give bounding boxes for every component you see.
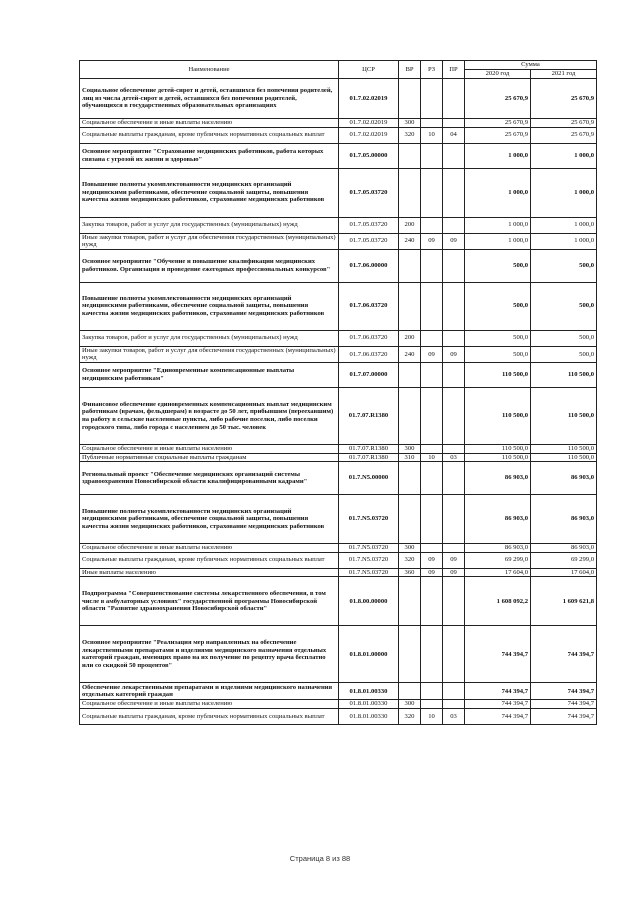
row-csr: 01.8.01.00330 — [339, 683, 399, 700]
row-sum-2020: 69 299,0 — [465, 552, 531, 568]
row-vr — [399, 79, 421, 119]
row-name: Финансовое обеспечение единовременных компенсационных выплат медицинским работникам (врачам, фельдшерам) в возрасте до 50 лет, прибывшим (переехавшим) на работу в сельские населенные пункты, либо рабочие поселки, либо поселки городского типа, либо города с населением до 50 тыс. человек — [80, 387, 339, 444]
row-sum-2021: 25 670,9 — [531, 79, 597, 119]
row-name: Социальное обеспечение и иные выплаты населению — [80, 119, 339, 128]
row-csr: 01.7.N5.00000 — [339, 462, 399, 495]
row-pr: 09 — [443, 552, 465, 568]
row-pr — [443, 626, 465, 683]
row-pr: 09 — [443, 233, 465, 249]
row-pr — [443, 362, 465, 387]
row-sum-2020: 744 394,7 — [465, 708, 531, 724]
table-body — [80, 79, 597, 725]
row-csr: 01.7.05.03720 — [339, 217, 399, 233]
row-name: Социальное обеспечение и иные выплаты населению — [80, 544, 339, 553]
table-row — [80, 282, 597, 330]
row-pr — [443, 495, 465, 544]
row-vr: 200 — [399, 330, 421, 346]
row-sum-2020: 744 394,7 — [465, 683, 531, 700]
table-row — [80, 79, 597, 119]
row-pr: 03 — [443, 708, 465, 724]
row-name: Иные закупки товаров, работ и услуг для обеспечения государственных (муниципальных) нужд — [80, 346, 339, 362]
page-number: Страница 8 из 88 — [289, 854, 351, 863]
row-name: Социальное обеспечение и иные выплаты населению — [80, 444, 339, 453]
row-sum-2020: 500,0 — [465, 346, 531, 362]
row-sum-2020: 500,0 — [465, 249, 531, 282]
table-row — [80, 544, 597, 553]
row-rz — [421, 577, 443, 626]
header-pr: ПР — [443, 61, 465, 79]
row-pr — [443, 462, 465, 495]
row-sum-2020: 1 000,0 — [465, 233, 531, 249]
row-sum-2021: 1 000,0 — [531, 143, 597, 168]
row-name: Публичные нормативные социальные выплаты гражданам — [80, 453, 339, 462]
table-row — [80, 708, 597, 724]
row-name: Закупка товаров, работ и услуг для государственных (муниципальных) нужд — [80, 330, 339, 346]
row-vr — [399, 387, 421, 444]
row-pr — [443, 544, 465, 553]
row-pr: 09 — [443, 568, 465, 577]
row-csr: 01.7.02.02019 — [339, 79, 399, 119]
row-sum-2021: 1 000,0 — [531, 217, 597, 233]
row-rz: 10 — [421, 127, 443, 143]
row-sum-2021: 744 394,7 — [531, 683, 597, 700]
row-vr: 310 — [399, 453, 421, 462]
row-sum-2020: 25 670,9 — [465, 119, 531, 128]
row-name: Основное мероприятие "Единовременные компенсационные выплаты медицинским работникам" — [80, 362, 339, 387]
row-vr: 320 — [399, 708, 421, 724]
table-row — [80, 568, 597, 577]
row-rz — [421, 217, 443, 233]
row-csr: 01.7.06.03720 — [339, 330, 399, 346]
row-vr: 300 — [399, 444, 421, 453]
row-vr — [399, 362, 421, 387]
row-sum-2021: 500,0 — [531, 346, 597, 362]
row-name: Обеспечение лекарственными препаратами и изделиями медицинского назначения отдельных категорий граждан — [80, 683, 339, 700]
row-rz — [421, 79, 443, 119]
row-name: Социальное обеспечение и иные выплаты населению — [80, 700, 339, 709]
row-sum-2021: 1 000,0 — [531, 233, 597, 249]
row-name: Социальные выплаты гражданам, кроме публичных нормативных социальных выплат — [80, 127, 339, 143]
header-year-2020: 2020 год — [465, 70, 531, 79]
row-rz — [421, 626, 443, 683]
row-name: Основное мероприятие "Реализация мер направленных на обеспечение лекарственными препаратами и изделиями медицинского назначения отдельных категорий граждан, имеющих право на их получение по рецепту врача бесплатно или со скидкой 50 процентов" — [80, 626, 339, 683]
row-rz — [421, 282, 443, 330]
row-name: Социальные выплаты гражданам, кроме публичных нормативных социальных выплат — [80, 552, 339, 568]
header-csr: ЦСР — [339, 61, 399, 79]
row-rz: 10 — [421, 453, 443, 462]
row-name: Основное мероприятие "Обучение и повышение квалификации медицинских работников. Организация и проведение ежегодных профессиональных конкурсов" — [80, 249, 339, 282]
row-sum-2021: 500,0 — [531, 282, 597, 330]
row-pr — [443, 330, 465, 346]
row-sum-2021: 86 903,0 — [531, 462, 597, 495]
row-csr: 01.7.02.02019 — [339, 127, 399, 143]
row-rz — [421, 700, 443, 709]
row-sum-2020: 25 670,9 — [465, 79, 531, 119]
row-name: Повышение полноты укомплектованности медицинских организаций медицинскими работниками, обеспечение социальной защиты, повышения качества жизни медицинских работников, страхование медицинских работников — [80, 282, 339, 330]
row-rz — [421, 444, 443, 453]
row-vr — [399, 626, 421, 683]
row-vr — [399, 495, 421, 544]
row-sum-2020: 110 500,0 — [465, 387, 531, 444]
table-row — [80, 552, 597, 568]
row-csr: 01.7.07.R1380 — [339, 453, 399, 462]
row-rz: 09 — [421, 346, 443, 362]
row-pr — [443, 444, 465, 453]
row-pr — [443, 143, 465, 168]
row-sum-2020: 86 903,0 — [465, 495, 531, 544]
row-name: Подпрограмма "Совершенствование системы лекарственного обеспечения, в том числе в амбулаторных условиях" государственной программы Новосибирской области "Развитие здравоохранения Новосибирской области" — [80, 577, 339, 626]
row-sum-2021: 500,0 — [531, 330, 597, 346]
table-row — [80, 127, 597, 143]
row-csr: 01.7.02.02019 — [339, 119, 399, 128]
row-vr: 320 — [399, 127, 421, 143]
row-name: Социальное обеспечение детей-сирот и детей, оставшихся без попечения родителей, лиц из числа детей-сирот и детей, оставшихся без попечения родителей, обучающихся в государственных образовательных организациях — [80, 79, 339, 119]
row-pr — [443, 282, 465, 330]
row-vr: 320 — [399, 552, 421, 568]
row-pr — [443, 700, 465, 709]
row-name: Основное мероприятие "Страхование медицинских работников, работа которых связана с угрозой их жизни и здоровью" — [80, 143, 339, 168]
row-csr: 01.8.00.00000 — [339, 577, 399, 626]
row-rz — [421, 462, 443, 495]
row-csr: 01.7.N5.03720 — [339, 552, 399, 568]
row-rz — [421, 330, 443, 346]
header-name: Наименование — [80, 61, 339, 79]
row-rz: 10 — [421, 708, 443, 724]
row-csr: 01.7.N5.03720 — [339, 568, 399, 577]
row-vr: 360 — [399, 568, 421, 577]
table-row — [80, 217, 597, 233]
row-pr — [443, 249, 465, 282]
row-name: Иные закупки товаров, работ и услуг для обеспечения государственных (муниципальных) нужд — [80, 233, 339, 249]
row-sum-2021: 1 609 621,8 — [531, 577, 597, 626]
row-sum-2021: 110 500,0 — [531, 444, 597, 453]
row-csr: 01.7.06.03720 — [339, 282, 399, 330]
row-name: Иные выплаты населению — [80, 568, 339, 577]
row-sum-2020: 1 608 092,2 — [465, 577, 531, 626]
row-vr: 240 — [399, 346, 421, 362]
table-row — [80, 462, 597, 495]
table-row — [80, 444, 597, 453]
row-csr: 01.7.N5.03720 — [339, 544, 399, 553]
budget-table — [79, 60, 597, 725]
table-row — [80, 362, 597, 387]
row-sum-2020: 500,0 — [465, 330, 531, 346]
row-pr — [443, 79, 465, 119]
row-csr: 01.8.01.00000 — [339, 626, 399, 683]
row-vr — [399, 282, 421, 330]
table-row — [80, 143, 597, 168]
row-sum-2020: 86 903,0 — [465, 544, 531, 553]
row-csr: 01.8.01.00330 — [339, 708, 399, 724]
row-vr: 200 — [399, 217, 421, 233]
row-sum-2020: 744 394,7 — [465, 626, 531, 683]
row-sum-2021: 500,0 — [531, 249, 597, 282]
row-sum-2020: 110 500,0 — [465, 444, 531, 453]
row-pr — [443, 387, 465, 444]
row-pr: 04 — [443, 127, 465, 143]
row-name: Социальные выплаты гражданам, кроме публичных нормативных социальных выплат — [80, 708, 339, 724]
row-sum-2020: 1 000,0 — [465, 143, 531, 168]
row-vr: 300 — [399, 119, 421, 128]
row-sum-2021: 17 604,0 — [531, 568, 597, 577]
table-row — [80, 577, 597, 626]
row-rz — [421, 495, 443, 544]
table-row — [80, 453, 597, 462]
table-row — [80, 700, 597, 709]
row-sum-2021: 86 903,0 — [531, 495, 597, 544]
row-rz — [421, 143, 443, 168]
row-sum-2021: 25 670,9 — [531, 127, 597, 143]
row-sum-2020: 1 000,0 — [465, 168, 531, 217]
row-pr: 09 — [443, 346, 465, 362]
row-vr — [399, 683, 421, 700]
header-year-2021: 2021 год — [531, 70, 597, 79]
row-rz — [421, 683, 443, 700]
row-sum-2021: 86 903,0 — [531, 544, 597, 553]
row-csr: 01.8.01.00330 — [339, 700, 399, 709]
row-vr: 240 — [399, 233, 421, 249]
row-csr: 01.7.06.03720 — [339, 346, 399, 362]
row-vr — [399, 462, 421, 495]
row-pr — [443, 217, 465, 233]
row-sum-2020: 744 394,7 — [465, 700, 531, 709]
row-sum-2021: 25 670,9 — [531, 119, 597, 128]
table-row — [80, 626, 597, 683]
table-row — [80, 387, 597, 444]
row-sum-2021: 744 394,7 — [531, 700, 597, 709]
table-row — [80, 168, 597, 217]
row-sum-2021: 110 500,0 — [531, 453, 597, 462]
row-pr — [443, 577, 465, 626]
row-vr: 300 — [399, 700, 421, 709]
row-name: Закупка товаров, работ и услуг для государственных (муниципальных) нужд — [80, 217, 339, 233]
row-rz — [421, 249, 443, 282]
row-rz: 09 — [421, 552, 443, 568]
row-rz — [421, 387, 443, 444]
table-row — [80, 249, 597, 282]
row-csr: 01.7.07.R1380 — [339, 444, 399, 453]
header-vr: ВР — [399, 61, 421, 79]
table-row — [80, 346, 597, 362]
row-csr: 01.7.05.00000 — [339, 143, 399, 168]
row-vr: 300 — [399, 544, 421, 553]
row-pr — [443, 119, 465, 128]
row-sum-2021: 69 299,0 — [531, 552, 597, 568]
row-vr — [399, 577, 421, 626]
row-rz — [421, 544, 443, 553]
table-row — [80, 119, 597, 128]
row-name: Повышение полноты укомплектованности медицинских организаций медицинскими работниками, обеспечение социальной защиты, повышения качества жизни медицинских работников, страхование медицинских работников — [80, 168, 339, 217]
row-vr — [399, 143, 421, 168]
row-csr: 01.7.N5.03720 — [339, 495, 399, 544]
row-sum-2020: 86 903,0 — [465, 462, 531, 495]
table-row — [80, 683, 597, 700]
row-csr: 01.7.07.00000 — [339, 362, 399, 387]
table-row — [80, 330, 597, 346]
row-sum-2021: 744 394,7 — [531, 708, 597, 724]
row-sum-2021: 110 500,0 — [531, 387, 597, 444]
table-row — [80, 233, 597, 249]
row-sum-2020: 500,0 — [465, 282, 531, 330]
row-rz: 09 — [421, 233, 443, 249]
row-rz: 09 — [421, 568, 443, 577]
row-sum-2020: 110 500,0 — [465, 362, 531, 387]
row-sum-2020: 17 604,0 — [465, 568, 531, 577]
row-sum-2021: 1 000,0 — [531, 168, 597, 217]
row-name: Повышение полноты укомплектованности медицинских организаций медицинскими работниками, обеспечение социальной защиты, повышения качества жизни медицинских работников, страхование медицинских работников — [80, 495, 339, 544]
table-row — [80, 495, 597, 544]
header-rz: РЗ — [421, 61, 443, 79]
row-name: Региональный проект "Обеспечение медицинских организаций системы здравоохранения Новосибирской области квалифицированными кадрами" — [80, 462, 339, 495]
row-sum-2020: 110 500,0 — [465, 453, 531, 462]
row-pr: 03 — [443, 453, 465, 462]
header-sum: Сумма — [465, 61, 597, 70]
row-rz — [421, 168, 443, 217]
row-pr — [443, 683, 465, 700]
row-sum-2021: 744 394,7 — [531, 626, 597, 683]
row-csr: 01.7.05.03720 — [339, 233, 399, 249]
row-csr: 01.7.05.03720 — [339, 168, 399, 217]
row-rz — [421, 362, 443, 387]
row-pr — [443, 168, 465, 217]
row-csr: 01.7.07.R1380 — [339, 387, 399, 444]
row-sum-2020: 25 670,9 — [465, 127, 531, 143]
row-vr — [399, 249, 421, 282]
row-sum-2021: 110 500,0 — [531, 362, 597, 387]
row-sum-2020: 1 000,0 — [465, 217, 531, 233]
row-csr: 01.7.06.00000 — [339, 249, 399, 282]
row-rz — [421, 119, 443, 128]
row-vr — [399, 168, 421, 217]
